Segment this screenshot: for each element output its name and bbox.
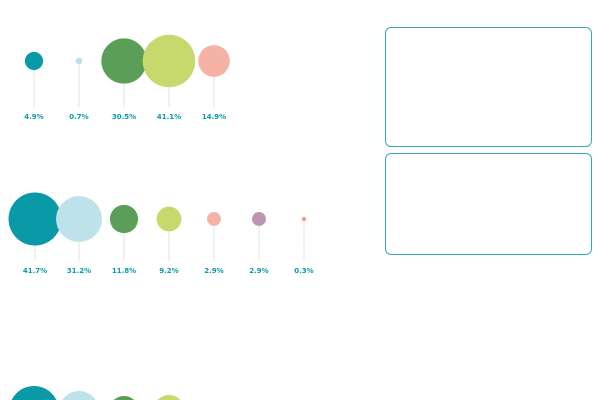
bubble-2-2 bbox=[56, 196, 102, 242]
bubble-value-label: 0.7% bbox=[69, 113, 89, 121]
info-panel-bottom bbox=[385, 153, 592, 255]
bubble-value-label: 31.2% bbox=[66, 267, 92, 275]
bubble-value-label: 41.1% bbox=[156, 113, 182, 121]
bubble-value-label: 2.9% bbox=[204, 267, 224, 275]
bubble-1-5 bbox=[198, 45, 230, 77]
bubble-row-1 bbox=[24, 35, 230, 121]
bubble-2-5 bbox=[207, 212, 221, 226]
bubble-1-1 bbox=[25, 52, 43, 70]
bubble-2-3 bbox=[110, 205, 138, 233]
bubble-1-3 bbox=[101, 38, 146, 83]
bubble-row-2 bbox=[9, 193, 314, 275]
bubble-value-label: 4.9% bbox=[24, 113, 44, 121]
bubble-value-label: 9.2% bbox=[159, 267, 179, 275]
bubble-value-label: 14.9% bbox=[201, 113, 227, 121]
info-panel-top bbox=[385, 27, 592, 147]
bubble-value-label: 2.9% bbox=[249, 267, 269, 275]
bubble-1-2 bbox=[76, 58, 83, 65]
bubble-row-3 bbox=[9, 386, 217, 400]
bubble-2-6 bbox=[252, 212, 266, 226]
bubble-value-label: 30.5% bbox=[111, 113, 137, 121]
bubble-value-label: 0.3% bbox=[294, 267, 314, 275]
bubble-3-1 bbox=[9, 386, 59, 400]
bubble-2-1 bbox=[9, 193, 62, 246]
bubble-2-7 bbox=[302, 217, 306, 221]
bubble-1-4 bbox=[143, 35, 196, 88]
bubble-3-2 bbox=[59, 391, 99, 400]
bubble-value-label: 41.7% bbox=[22, 267, 48, 275]
bubble-2-4 bbox=[157, 207, 182, 232]
bubble-3-4 bbox=[153, 395, 185, 400]
bubble-value-label: 11.8% bbox=[111, 267, 137, 275]
bubble-3-3 bbox=[109, 396, 139, 400]
